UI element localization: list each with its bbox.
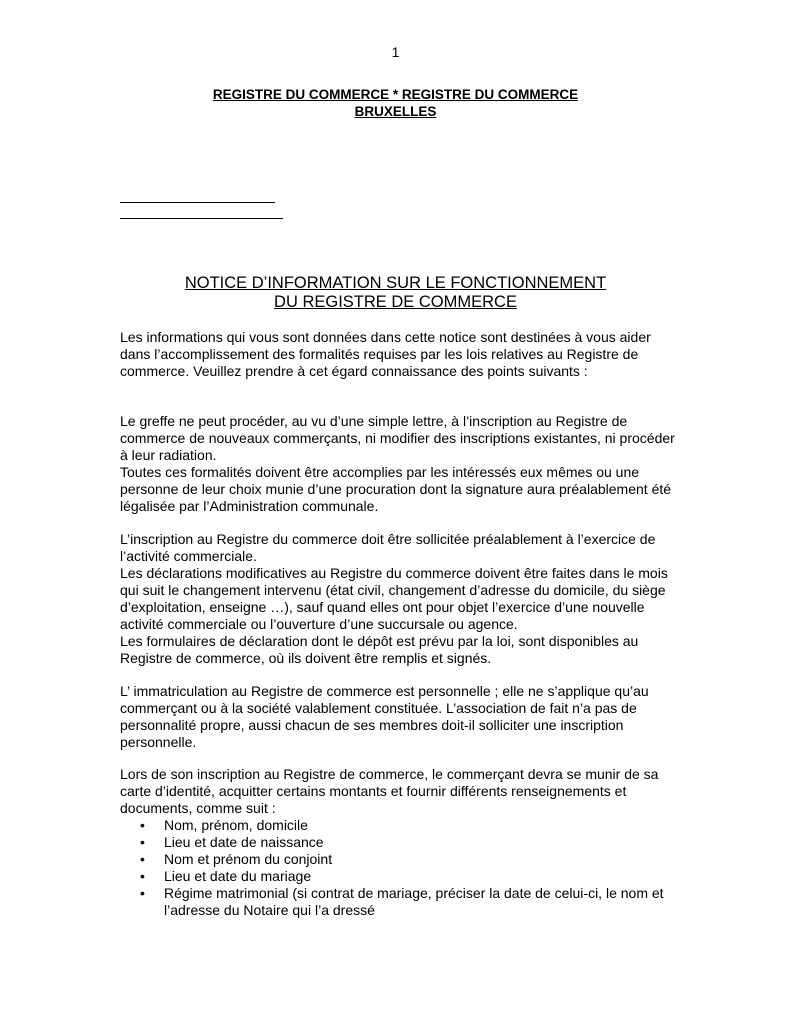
paragraph: Les formulaires de déclaration dont le dépôt est prévu par la loi, sont disponibles au Registre de commerce, où ils doivent être remplis et signés.: [120, 633, 639, 666]
bullet-icon: •: [140, 817, 145, 833]
paragraph: L’ immatriculation au Registre de commerce est personnelle ; elle ne s’applique qu’au commerçant ou à la société valablement constituée. L’association de fait n’a pas de personnalité propre, aussi chacun de ses membres doit-il solliciter une inscription personnelle.: [120, 683, 649, 750]
document-header: [0, 86, 791, 120]
list-item: [140, 885, 680, 919]
header-line-2: BRUXELLES: [354, 104, 437, 119]
requirements-paragraph: [120, 766, 680, 817]
page-number: 1: [391, 44, 400, 60]
requirements-list: [140, 817, 680, 919]
list-item-text: Nom, prénom, domicile: [164, 817, 308, 833]
paragraph: Le greffe ne peut procéder, au vu d’une simple lettre, à l’inscription au Registre de commerce de nouveaux commerçants, ni modifier des inscriptions existantes, ni procéder à leur radiation.: [120, 413, 675, 463]
inscription-paragraph-block: [120, 531, 680, 667]
list-item-text: Lieu et date de naissance: [164, 834, 324, 850]
greffe-paragraph-block: [120, 413, 680, 515]
list-item-text: Nom et prénom du conjoint: [164, 851, 333, 867]
intro-paragraph: [120, 329, 680, 380]
paragraph: Les informations qui vous sont données dans cette notice sont destinées à vous aider dans l’accomplissement des formalités requises par les lois relatives au Registre de commerce. Veuillez prendre à cet égard connaissance des points suivants :: [120, 329, 651, 379]
paragraph: Toutes ces formalités doivent être accomplies par les intéressés eux mêmes ou une personne de leur choix munie d’une procuration dont la signature aura préalablement été légalisée par l’Administration communale.: [120, 464, 672, 514]
header-line-1: REGISTRE DU COMMERCE * REGISTRE DU COMMERCE: [212, 87, 579, 102]
list-item: [140, 868, 680, 885]
list-item: [140, 834, 680, 851]
immatriculation-paragraph: [120, 683, 680, 751]
title-line-1: NOTICE D’INFORMATION SUR LE FONCTIONNEMENT: [184, 274, 607, 292]
list-item: [140, 851, 680, 868]
bullet-icon: •: [140, 851, 145, 867]
bullet-icon: •: [140, 868, 145, 884]
notice-title: [0, 274, 791, 312]
list-item: [140, 817, 680, 834]
signature-line-2: [120, 218, 283, 219]
paragraph: L’inscription au Registre du commerce doit être sollicitée préalablement à l’exercice de l’activité commerciale.: [120, 531, 656, 564]
signature-line-1: [120, 202, 275, 203]
list-item-text: Régime matrimonial (si contrat de mariage, préciser la date de celui-ci, le nom et l’adresse du Notaire qui l’a dressé: [164, 885, 664, 918]
title-line-2: DU REGISTRE DE COMMERCE: [274, 293, 517, 311]
paragraph: Les déclarations modificatives au Registre du commerce doivent être faites dans le mois qui suit le changement intervenu (état civil, changement d’adresse du domicile, du siège d’exploitation, enseigne …), sauf quand elles ont pour objet l’exercice d’une nouvelle activité commerciale ou l’ouverture d’une succursale ou agence.: [120, 565, 668, 632]
bullet-icon: •: [140, 885, 145, 901]
list-item-text: Lieu et date du mariage: [164, 868, 312, 884]
bullet-icon: •: [140, 834, 145, 850]
paragraph: Lors de son inscription au Registre de commerce, le commerçant devra se munir de sa carte d’identité, acquitter certains montants et fournir différents renseignements et documents, comme suit :: [120, 766, 659, 816]
